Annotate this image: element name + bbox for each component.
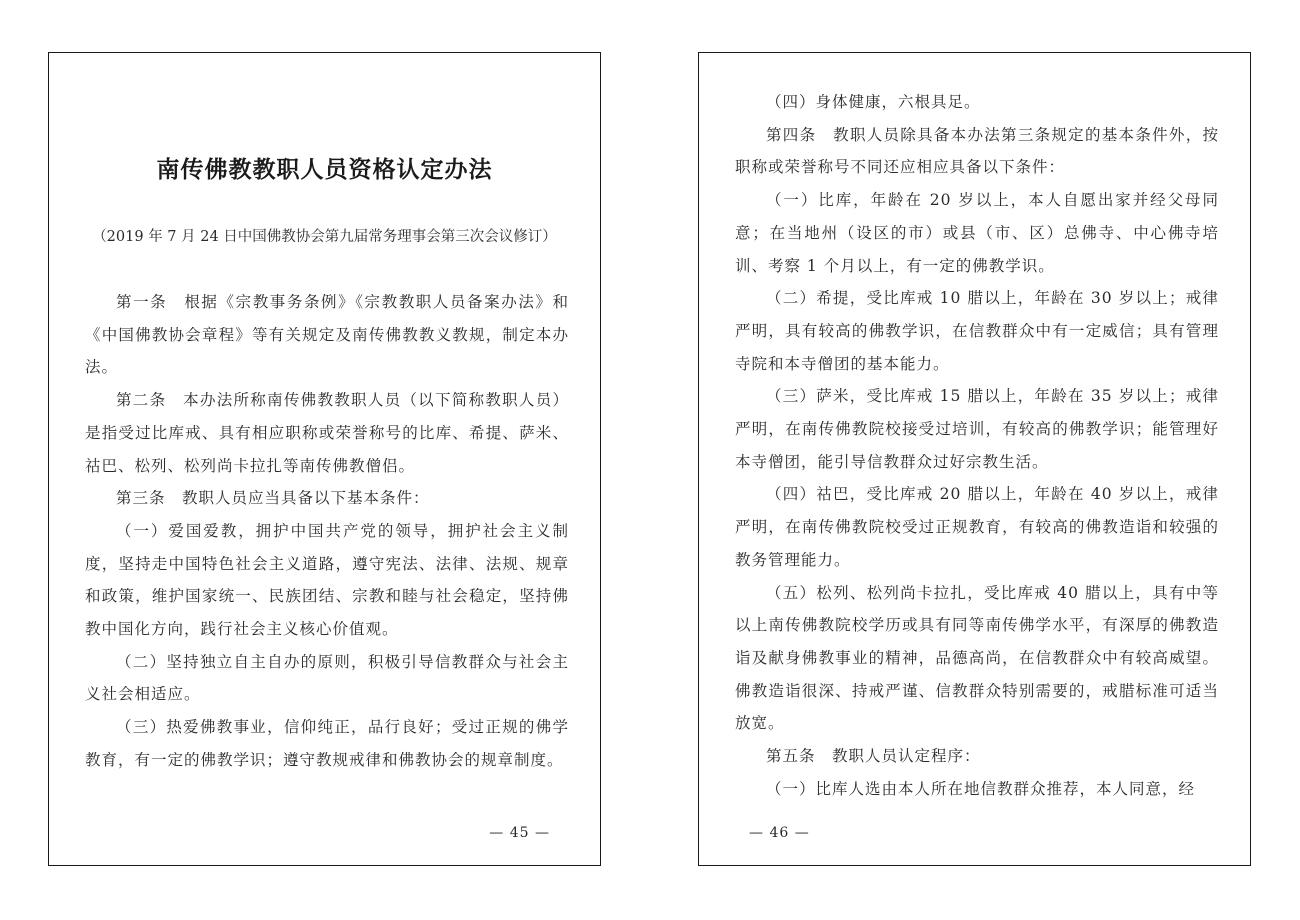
document-page-right <box>698 52 1251 866</box>
page-number: — 46 — <box>749 825 810 841</box>
paragraph: （一）爱国爱教，拥护中国共产党的领导，拥护社会主义制度，坚持走中国特色社会主义道路，遵守宪法、法律、法规、规章和政策，维护国家统一、民族团结、宗教和睦与社会稳定，坚持佛教中国化方向，践行社会主义核心价值观。 <box>85 521 569 639</box>
paragraph: （一）比库，年龄在 20 岁以上，本人自愿出家并经父母同意；在当地州（设区的市）或县（市、区）总佛寺、中心佛寺培训、考察 1 个月以上，有一定的佛教学识。 <box>735 191 1219 275</box>
document-title: 南传佛教教职人员资格认定办法 <box>156 156 493 183</box>
paragraph: （一）比库人选由本人所在地信教群众推荐，本人同意，经 <box>766 779 1196 798</box>
paragraph: （二）坚持独立自主自办的原则，积极引导信教群众与社会主义社会相适应。 <box>85 652 569 704</box>
paragraph: （五）松列、松列尚卡拉扎，受比库戒 40 腊以上，具有中等以上南传佛教院校学历或具有同等南传佛学水平，有深厚的佛教造诣及献身佛教事业的精神，品德高尚，在信教群众中有较高威望。佛教造诣很深、持戒严谨、信教群众特别需要的，戒腊标准可适当放宽。 <box>735 583 1219 733</box>
paragraph: （三）萨米，受比库戒 15 腊以上，年龄在 35 岁以上；戒律严明，在南传佛教院校接受过培训，有较高的佛教学识；能管理好本寺僧团，能引导信教群众过好宗教生活。 <box>735 387 1219 471</box>
paragraph: （四）身体健康，六根具足。 <box>766 93 981 111</box>
page-body-right <box>735 86 1219 805</box>
paragraph: 第一条 根据《宗教事务条例》《宗教教职人员备案办法》和《中国佛教协会章程》等有关规定及南传佛教教义教规，制定本办法。 <box>85 293 569 377</box>
paragraph: （四）祜巴，受比库戒 20 腊以上，年龄在 40 岁以上，戒律严明，在南传佛教院校受过正规教育，有较高的佛教造诣和较强的教务管理能力。 <box>735 485 1219 569</box>
paragraph: 第五条 教职人员认定程序： <box>766 747 981 766</box>
paragraph: （二）希提，受比库戒 10 腊以上，年龄在 30 岁以上；戒律严明，具有较高的佛教学识，在信教群众中有一定威信；具有管理寺院和本寺僧团的基本能力。 <box>735 289 1219 373</box>
document-page-left <box>48 52 601 866</box>
paragraph: 第四条 教职人员除具备本办法第三条规定的基本条件外，按职称或荣誉称号不同还应相应具备以下条件： <box>735 125 1219 177</box>
page-body-left <box>85 286 569 777</box>
paragraph: （三）热爱佛教事业，信仰纯正，品行良好；受过正规的佛学教育，有一定的佛教学识；遵守教规戒律和佛教协会的规章制度。 <box>85 718 569 769</box>
page-number: — 45 — <box>489 825 550 841</box>
paragraph: 第三条 教职人员应当具备以下基本条件： <box>116 489 430 508</box>
paragraph: 第二条 本办法所称南传佛教教职人员（以下简称教职人员）是指受过比库戒、具有相应职称或荣誉称号的比库、希提、萨米、祜巴、松列、松列尚卡拉扎等南传佛教僧侣。 <box>85 391 569 475</box>
document-subtitle: （2019 年 7 月 24 日中国佛教协会第九届常务理事会第三次会议修订） <box>92 229 557 245</box>
